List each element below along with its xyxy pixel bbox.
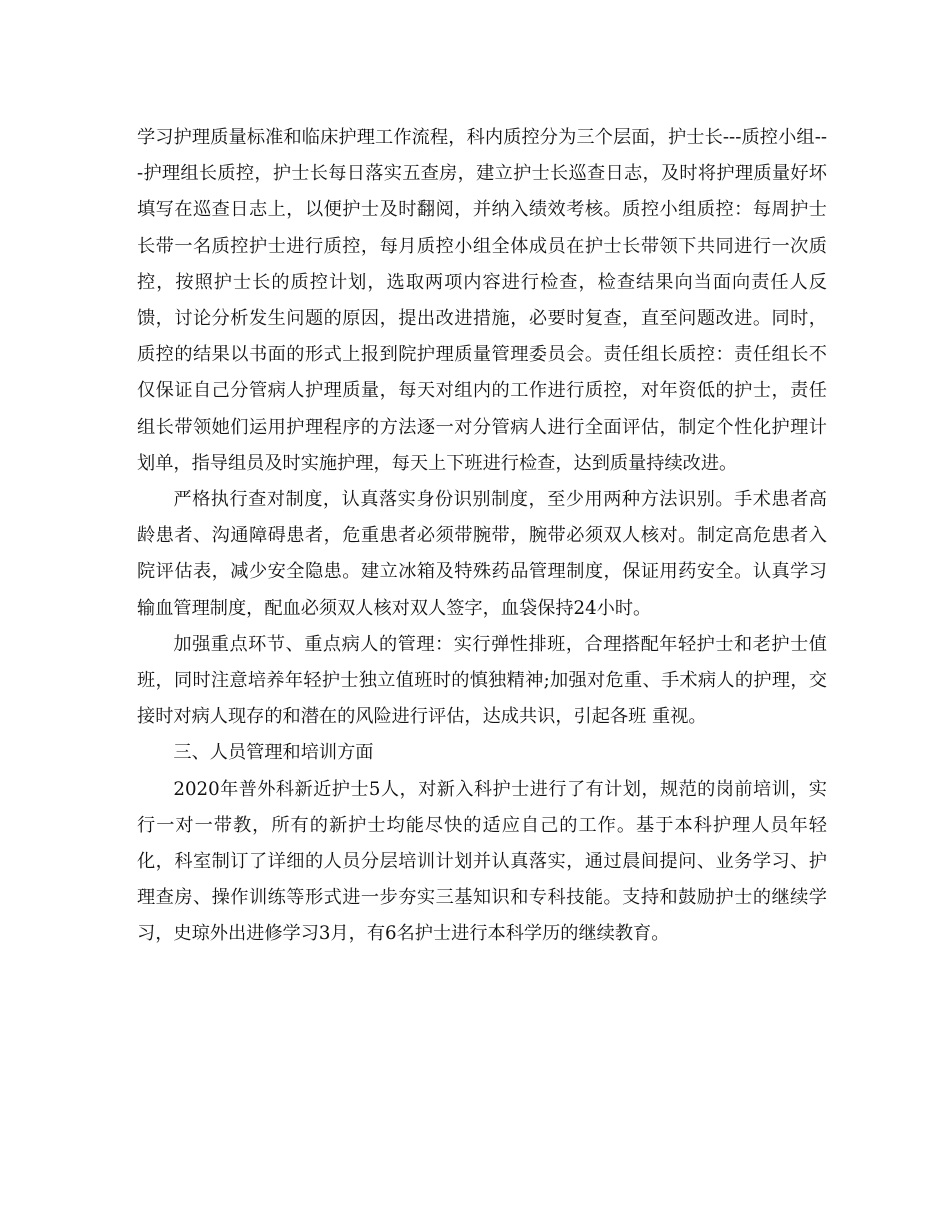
section-heading-staff-training: 三、人员管理和培训方面 <box>173 742 374 764</box>
paragraph-key-management: 加强重点环节、重点病人的管理：实行弹性排班，合理搭配年轻护士和老护士值班，同时注意培养年轻护士独立值班时的慎独精神;加强对危重、手术病人的护理，交接时对病人现存的和潜在的风险进行评估，达成共识，引起各班 重视。 <box>137 633 827 728</box>
paragraph-verification-system: 严格执行查对制度，认真落实身份识别制度，至少用两种方法识别。手术患者高龄患者、沟通障碍患者，危重患者必须带腕带，腕带必须双人核对。制定高危患者入院评估表，减少安全隐患。建立冰箱及特殊药品管理制度，保证用药安全。认真学习输血管理制度，配血必须双人核对双人签字，血袋保持24小时。 <box>137 489 827 619</box>
document-body <box>137 120 827 953</box>
paragraph-staff-training: 2020年普外科新近护士5人，对新入科护士进行了有计划，规范的岗前培训，实行一对一带教，所有的新护士均能尽快的适应自己的工作。基于本科护理人员年轻化，科室制订了详细的人员分层培训计划并认真落实，通过晨间提问、业务学习、护理查房、操作训练等形式进一步夯实三基知识和专科技能。支持和鼓励护士的继续学习，史琼外出进修学习3月，有6名护士进行本科学历的继续教育。 <box>137 778 827 945</box>
paragraph-quality-control: 学习护理质量标准和临床护理工作流程，科内质控分为三个层面，护士长---质控小组---护理组长质控，护士长每日落实五查房，建立护士长巡查日志，及时将护理质量好坏填写在巡查日志上，以便护士及时翻阅，并纳入绩效考核。质控小组质控：每周护士长带一名质控护士进行质控，每月质控小组全体成员在护士长带领下共同进行一次质控，按照护士长的质控计划，选取两项内容进行检查，检查结果向当面向责任人反馈，讨论分析发生问题的原因，提出改进措施，必要时复查，直至问题改进。同时，质控的结果以书面的形式上报到院护理质量管理委员会。责任组长质控：责任组长不仅保证自己分管病人护理质量，每天对组内的工作进行质控，对年资低的护士，责任组长带领她们运用护理程序的方法逐一对分管病人进行全面评估，制定个性化护理计划单，指导组员及时实施护理，每天上下班进行检查，达到质量持续改进。 <box>137 127 827 474</box>
